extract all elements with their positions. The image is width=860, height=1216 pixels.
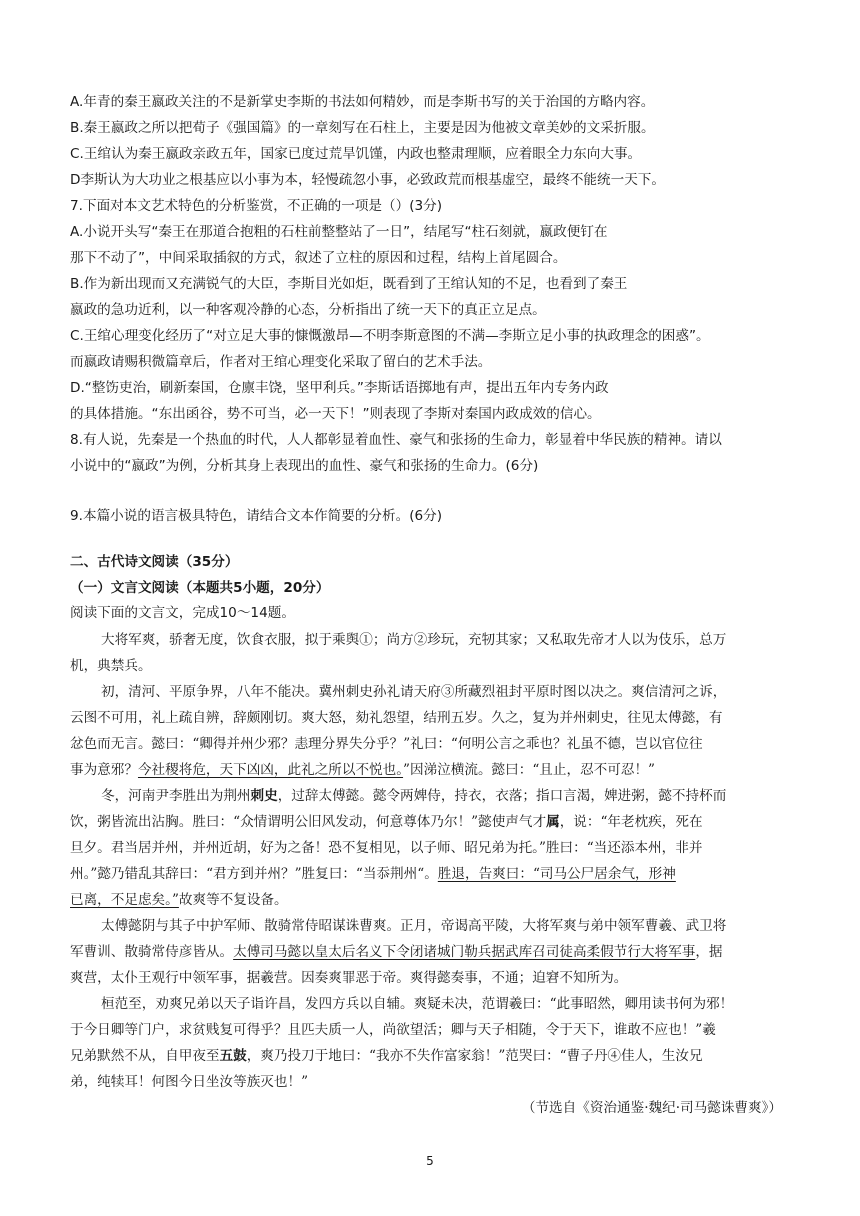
passage-p3-line4 [70, 864, 676, 884]
passage-text: 冬，河南尹李胜出为荆州 [101, 788, 251, 804]
passage-text: 军曹训、散骑常侍彦皆从。 [70, 944, 234, 960]
passage-p5-line4: 弟，纯犊耳！何图今日坐汝等族灭也！” [70, 1074, 309, 1090]
passage-p2-line1: 初，清河、平原争界，八年不能决。冀州刺史孙礼请天府③所藏烈祖封平原时图以决之。爽信清河之诉， [101, 684, 727, 700]
q6-option-a: A.年青的秦王嬴政关注的不是新掌史李斯的书法如何精妙，而是李斯书写的关于治国的方略内容。 [70, 94, 655, 110]
q7-option-c-line1: C.王绾心理变化经历了“对立足大事的慷慨激昂—不明李斯意图的不满—李斯立足小事的执政理念的困惑”。 [70, 328, 710, 344]
emphasized-word: 属 [546, 814, 560, 830]
passage-text: ，过辞太傅懿。懿令两婢侍，持衣，衣落；指口言渴，婢进粥，懿不持杯而 [277, 788, 727, 804]
passage-text: ，据 [695, 944, 723, 960]
q7-option-a-line2: 那下不动了”，中间采取插叙的方式，叙述了立柱的原因和过程，结构上首尾圆合。 [70, 250, 567, 266]
passage-text: 故爽等不复设备。 [178, 892, 288, 908]
passage-p3-line2 [70, 812, 703, 832]
passage-p3-line1 [101, 786, 726, 806]
q6-option-c: C.王绾认为秦王嬴政亲政五年，国家已度过荒旱饥馑，内政也整肃理顺，应着眼全力东向大事。 [70, 146, 642, 162]
passage-p3-line5 [70, 890, 288, 910]
passage-p1-line2: 机，典禁兵。 [70, 658, 152, 674]
passage-p5-line1: 桓范至，劝爽兄弟以天子诣许昌，发四方兵以自辅。爽疑未决，范谓羲曰：“此事昭然，卿用读书何为邪！ [101, 996, 734, 1012]
q9: 9.本篇小说的语言极具特色，请结合文本作简要的分析。(6分) [70, 508, 443, 524]
passage-p4-line3: 爽营，太仆王观行中领军事，据羲营。因奏爽罪恶于帝。爽得懿奏事，不通；迫窘不知所为。 [70, 970, 628, 986]
q7-option-a-line1: A.小说开头写“秦王在那道合抱粗的石柱前整整站了一日”，结尾写“柱石刻就，嬴政便钉在 [70, 224, 608, 240]
passage-text: 饮，粥皆流出沾胸。胜曰：“众情谓明公旧风发动，何意尊体乃尔！”懿使声气才 [70, 814, 547, 830]
q7-option-b-line1: B.作为新出现而又充满锐气的大臣，李斯目光如炬，既看到了王绾认知的不足，也看到了秦王 [70, 276, 628, 292]
q6-option-b: B.秦王嬴政之所以把荀子《强国篇》的一章刻写在石柱上，主要是因为他被文章美妙的文采折服。 [70, 120, 655, 136]
passage-source: （节选自《资治通鉴·魏纪·司马懿诛曹爽》） [521, 1100, 782, 1116]
underlined-sentence: 已离，不足虑矣。” [70, 892, 179, 908]
passage-text: 事为意邪？ [70, 762, 138, 778]
passage-p5-line2: 于今日卿等门户，求贫贱复可得乎？且匹夫质一人，尚欲望活；卿与天子相随，令于天下，谁敢不应也！”羲 [70, 1022, 716, 1038]
passage-p5-line3 [70, 1046, 703, 1066]
passage-p3-line3: 旦夕。君当居并州，并州近胡，好为之备！恐不复相见，以子师、昭兄弟为托。”胜曰：“当还添本州，非并 [70, 840, 703, 856]
q7-stem: 7.下面对本文艺术特色的分析鉴赏，不正确的一项是（）(3分) [70, 198, 443, 214]
passage-p2-line4 [70, 760, 655, 780]
q7-option-d-line1: D.“整饬吏治，刷新秦国，仓廪丰饶，坚甲利兵。”李斯话语掷地有声，提出五年内专务内政 [70, 380, 609, 396]
passage-p4-line2 [70, 942, 723, 962]
passage-p2-line2: 云图不可用，礼上疏自辨，辞颇刚切。爽大怒，劾礼怨望，结刑五岁。久之，复为并州刺史，往见太傅懿，有 [70, 710, 723, 726]
passage-intro: 阅读下面的文言文，完成10～14题。 [70, 605, 295, 621]
underlined-sentence: 太傅司马懿以皇太后名义下令闭诸城门勒兵据武库召司徒高柔假节行大将军事 [233, 944, 696, 960]
page-number: 5 [426, 1154, 434, 1168]
underlined-sentence: 今社稷将危，天下凶凶，此礼之所以不悦也。 [137, 762, 404, 778]
passage-text: ，说：“年老枕疾，死在 [559, 814, 703, 830]
passage-text: 州。”懿乃错乱其辞曰：“君方到并州？”胜复曰：“当忝荆州“。 [70, 866, 438, 882]
emphasized-word: 刺史 [250, 788, 278, 804]
q8-line1: 8.有人说，先秦是一个热血的时代，人人都彰显着血性、豪气和张扬的生命力，彰显着中华民族的精神。请以 [70, 432, 722, 448]
q7-option-b-line2: 嬴政的急功近利，以一种客观冷静的心态，分析指出了统一天下的真正立足点。 [70, 302, 546, 318]
passage-p1-line1: 大将军爽，骄奢无度，饮食衣服，拟于乘舆①；尚方②珍玩，充牣其家；又私取先帝才人以为伎乐，总万 [101, 632, 727, 648]
section-title: 二、古代诗文阅读（35分） [70, 554, 239, 570]
passage-p2-line3: 忿色而无言。懿曰：“卿得并州少邪？恚理分界失分乎？”礼曰：“何明公言之乖也？礼虽不德，岂以官位往 [70, 736, 703, 752]
underlined-sentence: 胜退，告爽曰：“司马公尸居余气，形神 [437, 866, 676, 882]
q7-option-d-line2: 的具体措施。“东出函谷，势不可当，必一天下！”则表现了李斯对秦国内政成效的信心。 [70, 406, 601, 422]
q8-line2: 小说中的“嬴政”为例，分析其身上表现出的血性、豪气和张扬的生命力。(6分) [70, 458, 539, 474]
q7-option-c-line2: 而嬴政请赐积微篇章后，作者对王绾心理变化采取了留白的艺术手法。 [70, 354, 492, 370]
passage-text: ”因涕泣横流。懿曰：“且止，忍不可忍！” [403, 762, 655, 778]
q6-option-d: D李斯认为大功业之根基应以小事为本，轻慢疏忽小事，必致政荒而根基虚空，最终不能统一天下。 [70, 172, 665, 188]
passage-p4-line1: 太傅懿阴与其子中护军师、散骑常侍昭谋诛曹爽。正月，帝谒高平陵，大将军爽与弟中领军曹羲、武卫将 [101, 918, 727, 934]
passage-text: 兄弟默然不从，自甲夜至 [70, 1048, 220, 1064]
emphasized-word: 五鼓 [219, 1048, 247, 1064]
subsection-title: （一）文言文阅读（本题共5小题，20分） [70, 580, 330, 596]
passage-text: ，爽乃投刀于地曰：“我亦不失作富家翁！”范哭曰：“曹子丹④佳人，生汝兄 [246, 1048, 703, 1064]
